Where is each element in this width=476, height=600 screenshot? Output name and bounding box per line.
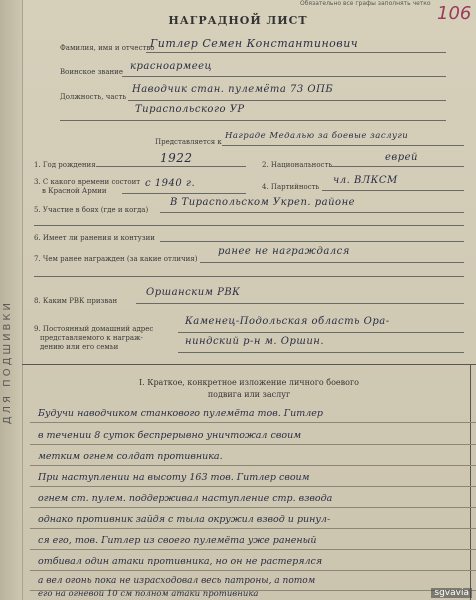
party-underline — [322, 190, 464, 191]
ruled-line — [30, 507, 476, 508]
section-title-2: подвига или заслуг — [207, 390, 291, 399]
ruled-line — [30, 422, 476, 423]
awards-label: 7. Чем ранее награжден (за какие отличия) — [34, 255, 198, 263]
battles-label: 5. Участие в боях (где и когда) — [34, 206, 149, 214]
narrative-line: метким огнем солдат противника. — [38, 451, 223, 462]
ruled-line — [30, 528, 476, 529]
address-label-1: 9. Постоянный домашний адрес — [34, 325, 154, 333]
section-divider — [22, 364, 476, 365]
narrative-line: в течении 8 суток беспрерывно уничтожал своим — [38, 430, 302, 441]
year-label: 1. Год рождения — [34, 161, 96, 169]
party-label: 4. Партийность — [262, 183, 320, 191]
ruled-line — [30, 549, 476, 550]
watermark: sgvavia — [431, 588, 472, 598]
ruled-line — [30, 444, 476, 445]
presented-label: Представляется к — [155, 138, 222, 146]
presented-value: Награде Медалью за боевые заслуги — [225, 131, 409, 141]
name-underline — [146, 52, 446, 53]
position-underline-1 — [128, 100, 446, 101]
top-note: Обязательно все графы заполнять четко — [300, 0, 431, 7]
name-value: Гитлер Семен Константинович — [150, 37, 359, 50]
position-label: Должность, часть — [60, 93, 127, 101]
narrative-line: отбивал один атаки противника, но он не растерялся — [38, 556, 323, 567]
position-value-1: Наводчик стан. пулемёта 73 ОПБ — [132, 84, 334, 95]
narrative-line: его на огневой 10 см полном атаки противника — [38, 589, 259, 599]
battles-value: В Тираспольском Укреп. районе — [170, 197, 356, 208]
binding-margin — [0, 0, 23, 600]
army-since-label-2: в Красной Армии — [42, 187, 107, 195]
position-value-2: Тираспольского УР — [135, 104, 245, 115]
right-border-line — [470, 364, 471, 600]
nationality-label: 2. Национальность — [262, 161, 333, 169]
narrative-line: однако противник зайдя с тыла окружил взвод и ринул- — [38, 514, 331, 525]
section-title-1: I. Краткое, конкретное изложение личного боевого — [139, 378, 359, 387]
rank-label: Воинское звание — [60, 68, 123, 76]
rvk-label: 8. Каким РВК призван — [34, 297, 118, 305]
narrative-line: При наступлении на высоту 163 тов. Гитлер своим — [38, 472, 310, 483]
army-since-label-1: 3. С какого времени состоит — [34, 178, 141, 186]
army-since-value: с 1940 г. — [145, 178, 196, 189]
address-underline-2 — [178, 352, 464, 353]
presented-underline — [222, 145, 464, 146]
rank-value: красноармеец — [130, 61, 213, 72]
narrative-line: Будучи наводчиком станкового пулемёта тов. Гитлер — [38, 408, 323, 419]
battles-underline — [160, 212, 464, 213]
page-number: 106 — [437, 3, 472, 24]
narrative-line: ся его, тов. Гитлер из своего пулемёта уже раненый — [38, 535, 317, 546]
address-value-1: Каменец-Подольская область Ора- — [185, 316, 390, 327]
ruled-line — [30, 486, 476, 487]
wounds-underline — [160, 241, 464, 242]
nationality-underline — [330, 166, 464, 167]
army-since-underline — [122, 193, 246, 194]
address-label-2: представляемого к награж- — [40, 334, 143, 342]
narrative-line: огнем ст. пулем. поддерживал наступление стр. взвода — [38, 493, 333, 504]
narrative-line: а вел огонь пока не израсходовал весь патроны, а потом — [38, 576, 316, 586]
ruled-line — [30, 465, 476, 466]
margin-label: ДЛЯ ПОДШИВКИ — [2, 300, 13, 425]
address-underline-1 — [178, 332, 464, 333]
rvk-underline — [136, 303, 464, 304]
party-value: чл. ВЛКСМ — [333, 175, 398, 186]
rvk-value: Оршанским РВК — [146, 287, 241, 298]
ruled-line — [30, 570, 476, 571]
nationality-value: еврей — [385, 152, 418, 163]
address-label-3: дению или его семьи — [40, 343, 119, 351]
name-label: Фамилия, имя и отчество — [60, 44, 155, 52]
battles-underline-2 — [34, 225, 464, 226]
awards-value: ранее не награждался — [218, 246, 350, 257]
document-title: НАГРАДНОЙ ЛИСТ — [168, 14, 308, 27]
position-underline-2 — [60, 120, 446, 121]
address-value-2: ниндский р-н м. Оршин. — [185, 336, 325, 347]
wounds-label: 6. Имеет ли ранения и контузии — [34, 234, 155, 242]
year-value: 1922 — [160, 151, 193, 165]
awards-underline-2 — [34, 276, 464, 277]
awards-underline — [200, 262, 464, 263]
year-underline — [96, 166, 246, 167]
rank-underline — [122, 76, 446, 77]
